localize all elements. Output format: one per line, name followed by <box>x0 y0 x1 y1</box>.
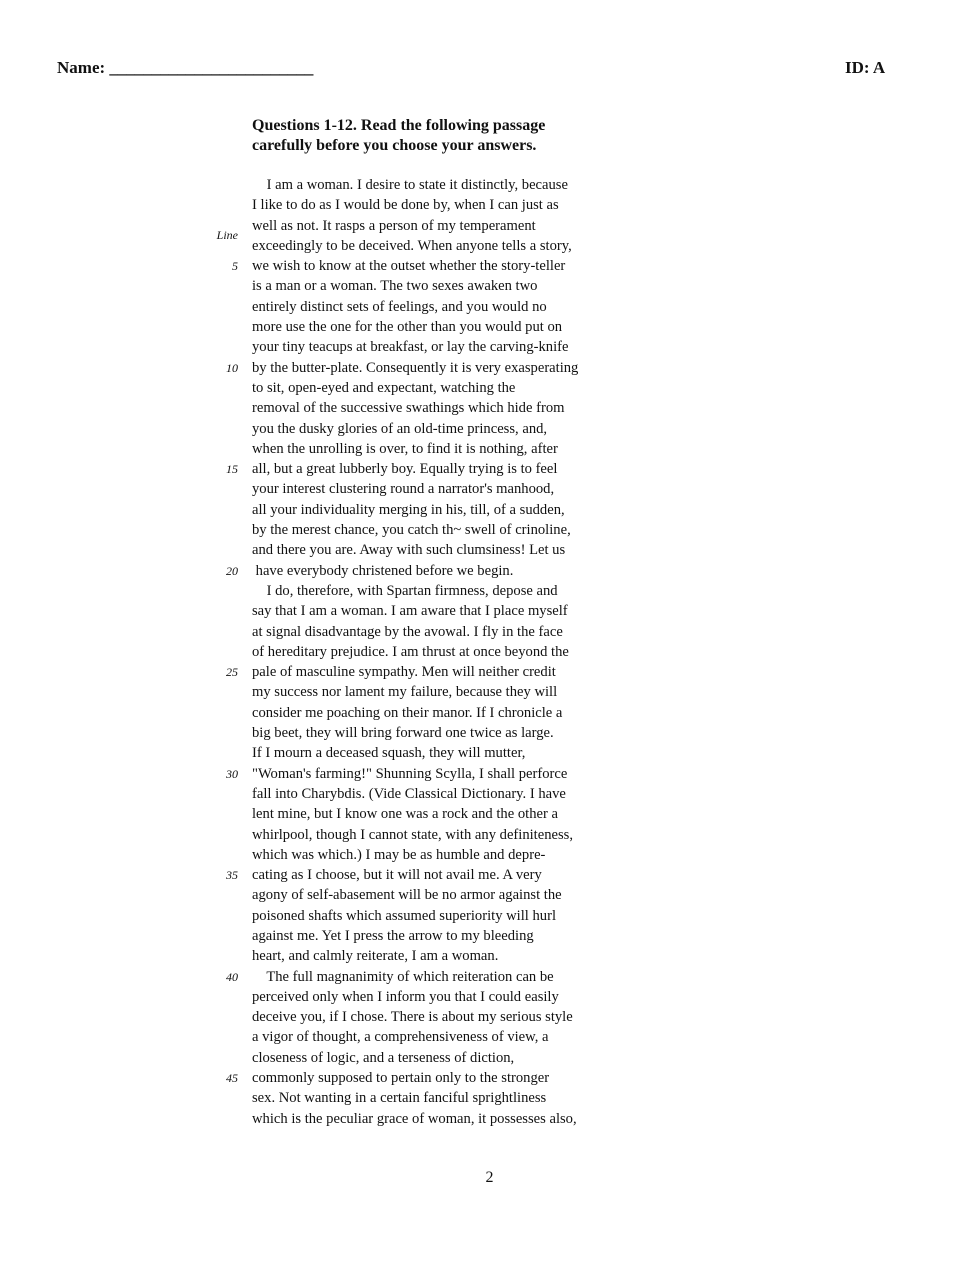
line-number: 40 <box>226 969 238 984</box>
passage-line-text: is a man or a woman. The two sexes awaken two <box>252 278 538 295</box>
passage-line-text: entirely distinct sets of feelings, and you would no <box>252 298 547 315</box>
passage-line-text: deceive you, if I chose. There is about my serious style <box>252 1009 573 1026</box>
passage-line-text: consider me poaching on their manor. If I chronicle a <box>252 704 563 721</box>
passage-line <box>0 784 979 804</box>
passage-line <box>0 743 979 763</box>
passage-line-text: commonly supposed to pertain only to the stronger <box>252 1070 550 1087</box>
passage-line-text: to sit, open-eyed and expectant, watching the <box>252 379 516 396</box>
passage-line-text: all, but a great lubberly boy. Equally trying is to feel <box>252 461 558 478</box>
line-number: 30 <box>226 766 238 781</box>
passage-line-text: and there you are. Away with such clumsiness! Let us <box>252 542 566 559</box>
passage-line-text: I like to do as I would be done by, when I can just as <box>252 197 559 214</box>
passage-line-text: sex. Not wanting in a certain fanciful sprightliness <box>252 1090 547 1107</box>
passage-line <box>0 520 979 540</box>
passage-line-text: removal of the successive swathings which hide from <box>252 400 565 417</box>
passage-line-text: pale of masculine sympathy. Men will neither credit <box>252 664 556 681</box>
passage-line-text: when the unrolling is over, to find it is nothing, after <box>252 440 558 457</box>
passage-line <box>0 642 979 662</box>
passage-line <box>0 358 979 378</box>
passage-line <box>0 459 979 479</box>
passage-line <box>0 378 979 398</box>
passage-line <box>0 825 979 845</box>
passage-line <box>0 216 979 236</box>
passage-line-text: by the merest chance, you catch th~ swell of crinoline, <box>252 522 571 539</box>
passage-line-text: big beet, they will bring forward one twice as large. <box>252 725 554 742</box>
passage-line <box>0 1007 979 1027</box>
passage-line-text: a vigor of thought, a comprehensiveness of view, a <box>252 1029 549 1046</box>
passage-line-text: you the dusky glories of an old-time princess, and, <box>252 420 548 437</box>
passage-line-text: have everybody christened before we begin. <box>252 562 514 579</box>
passage-line <box>0 1068 979 1088</box>
passage-line-text: whirlpool, though I cannot state, with any definiteness, <box>252 826 573 843</box>
line-number: 35 <box>226 868 238 883</box>
passage-line-text: more use the one for the other than you would put on <box>252 319 563 336</box>
line-number: 10 <box>226 360 238 375</box>
passage-line <box>0 561 979 581</box>
passage-line <box>0 317 979 337</box>
passage-line <box>0 885 979 905</box>
student-name-label: Name: ________________________ <box>57 58 314 77</box>
passage-line <box>0 723 979 743</box>
passage-line-text: heart, and calmly reiterate, I am a woman. <box>252 948 499 965</box>
passage-line-text: fall into Charybdis. (Vide Classical Dictionary. I have <box>252 785 566 802</box>
passage-line-text: we wish to know at the outset whether the story-teller <box>252 258 566 275</box>
passage-line-text: I do, therefore, with Spartan firmness, depose and <box>252 582 558 599</box>
passage-line <box>0 479 979 499</box>
passage-line <box>0 622 979 642</box>
reading-passage <box>0 175 979 1129</box>
passage-line <box>0 662 979 682</box>
line-number: 25 <box>226 665 238 680</box>
passage-line-text: which is the peculiar grace of woman, it possesses also, <box>252 1110 577 1127</box>
passage-line <box>0 297 979 317</box>
passage-line <box>0 337 979 357</box>
passage-line-text: of hereditary prejudice. I am thrust at once beyond the <box>252 643 569 660</box>
passage-line <box>0 865 979 885</box>
passage-line <box>0 256 979 276</box>
passage-line <box>0 227 979 256</box>
passage-line <box>0 175 979 195</box>
passage-line-text: If I mourn a deceased squash, they will mutter, <box>252 745 526 762</box>
passage-line <box>0 804 979 824</box>
passage-line-text: your interest clustering round a narrator's manhood, <box>252 481 555 498</box>
passage-line-text: closeness of logic, and a terseness of diction, <box>252 1049 515 1066</box>
passage-line <box>0 1109 979 1129</box>
passage-line-text: lent mine, but I know one was a rock and the other a <box>252 806 558 823</box>
passage-line <box>0 1088 979 1108</box>
passage-line-text: agony of self-abasement will be no armor against the <box>252 887 562 904</box>
passage-line <box>0 540 979 560</box>
passage-line <box>0 500 979 520</box>
test-id-label: ID: A <box>845 58 886 77</box>
passage-line <box>0 967 979 987</box>
passage-line <box>0 601 979 621</box>
passage-line-text: my success nor lament my failure, because they will <box>252 684 558 701</box>
passage-line <box>0 276 979 296</box>
passage-line-text: I am a woman. I desire to state it distinctly, because <box>252 177 568 193</box>
line-number: 45 <box>226 1071 238 1086</box>
passage-line <box>0 926 979 946</box>
passage-line <box>0 703 979 723</box>
passage-line <box>0 987 979 1007</box>
passage-line <box>0 764 979 784</box>
passage-instructions <box>252 116 612 156</box>
passage-line-text: which was which.) I may be as humble and depre- <box>252 846 546 863</box>
passage-line-text: poisoned shafts which assumed superiority will hurl <box>252 907 556 924</box>
passage-line <box>0 419 979 439</box>
page-number: 2 <box>485 1169 494 1186</box>
passage-line <box>0 682 979 702</box>
passage-line-text: perceived only when I inform you that I could easily <box>252 988 559 1005</box>
passage-line-text: by the butter-plate. Consequently it is very exasperating <box>252 359 579 376</box>
passage-line <box>0 845 979 865</box>
instructions-line: carefully before you choose your answers. <box>252 137 537 154</box>
passage-line-text: against me. Yet I press the arrow to my bleeding <box>252 927 534 944</box>
passage-line-text: well as not. It rasps a person of my temperament <box>252 217 536 234</box>
line-label: Line <box>216 227 238 242</box>
passage-line-text: exceedingly to be deceived. When anyone tells a story, <box>252 237 572 254</box>
instructions-line: Questions 1-12. Read the following passage <box>252 117 546 134</box>
passage-line-text: cating as I choose, but it will not avail me. A very <box>252 867 542 884</box>
passage-line-text: at signal disadvantage by the avowal. I fly in the face <box>252 623 563 640</box>
passage-line-text: say that I am a woman. I am aware that I place myself <box>252 603 568 620</box>
line-number: 5 <box>232 259 238 274</box>
line-number: 20 <box>226 563 238 578</box>
passage-line <box>0 906 979 926</box>
passage-line-text: all your individuality merging in his, till, of a sudden, <box>252 501 565 518</box>
passage-line <box>0 398 979 418</box>
passage-line <box>0 1027 979 1047</box>
passage-line <box>0 581 979 601</box>
passage-line <box>0 1048 979 1068</box>
passage-line-text: The full magnanimity of which reiteration can be <box>252 968 554 985</box>
passage-line-text: "Woman's farming!" Shunning Scylla, I shall perforce <box>252 765 568 782</box>
passage-line <box>0 195 979 215</box>
passage-line <box>0 946 979 966</box>
passage-line <box>0 439 979 459</box>
passage-line-text: your tiny teacups at breakfast, or lay the carving-knife <box>252 339 569 356</box>
line-number: 15 <box>226 462 238 477</box>
